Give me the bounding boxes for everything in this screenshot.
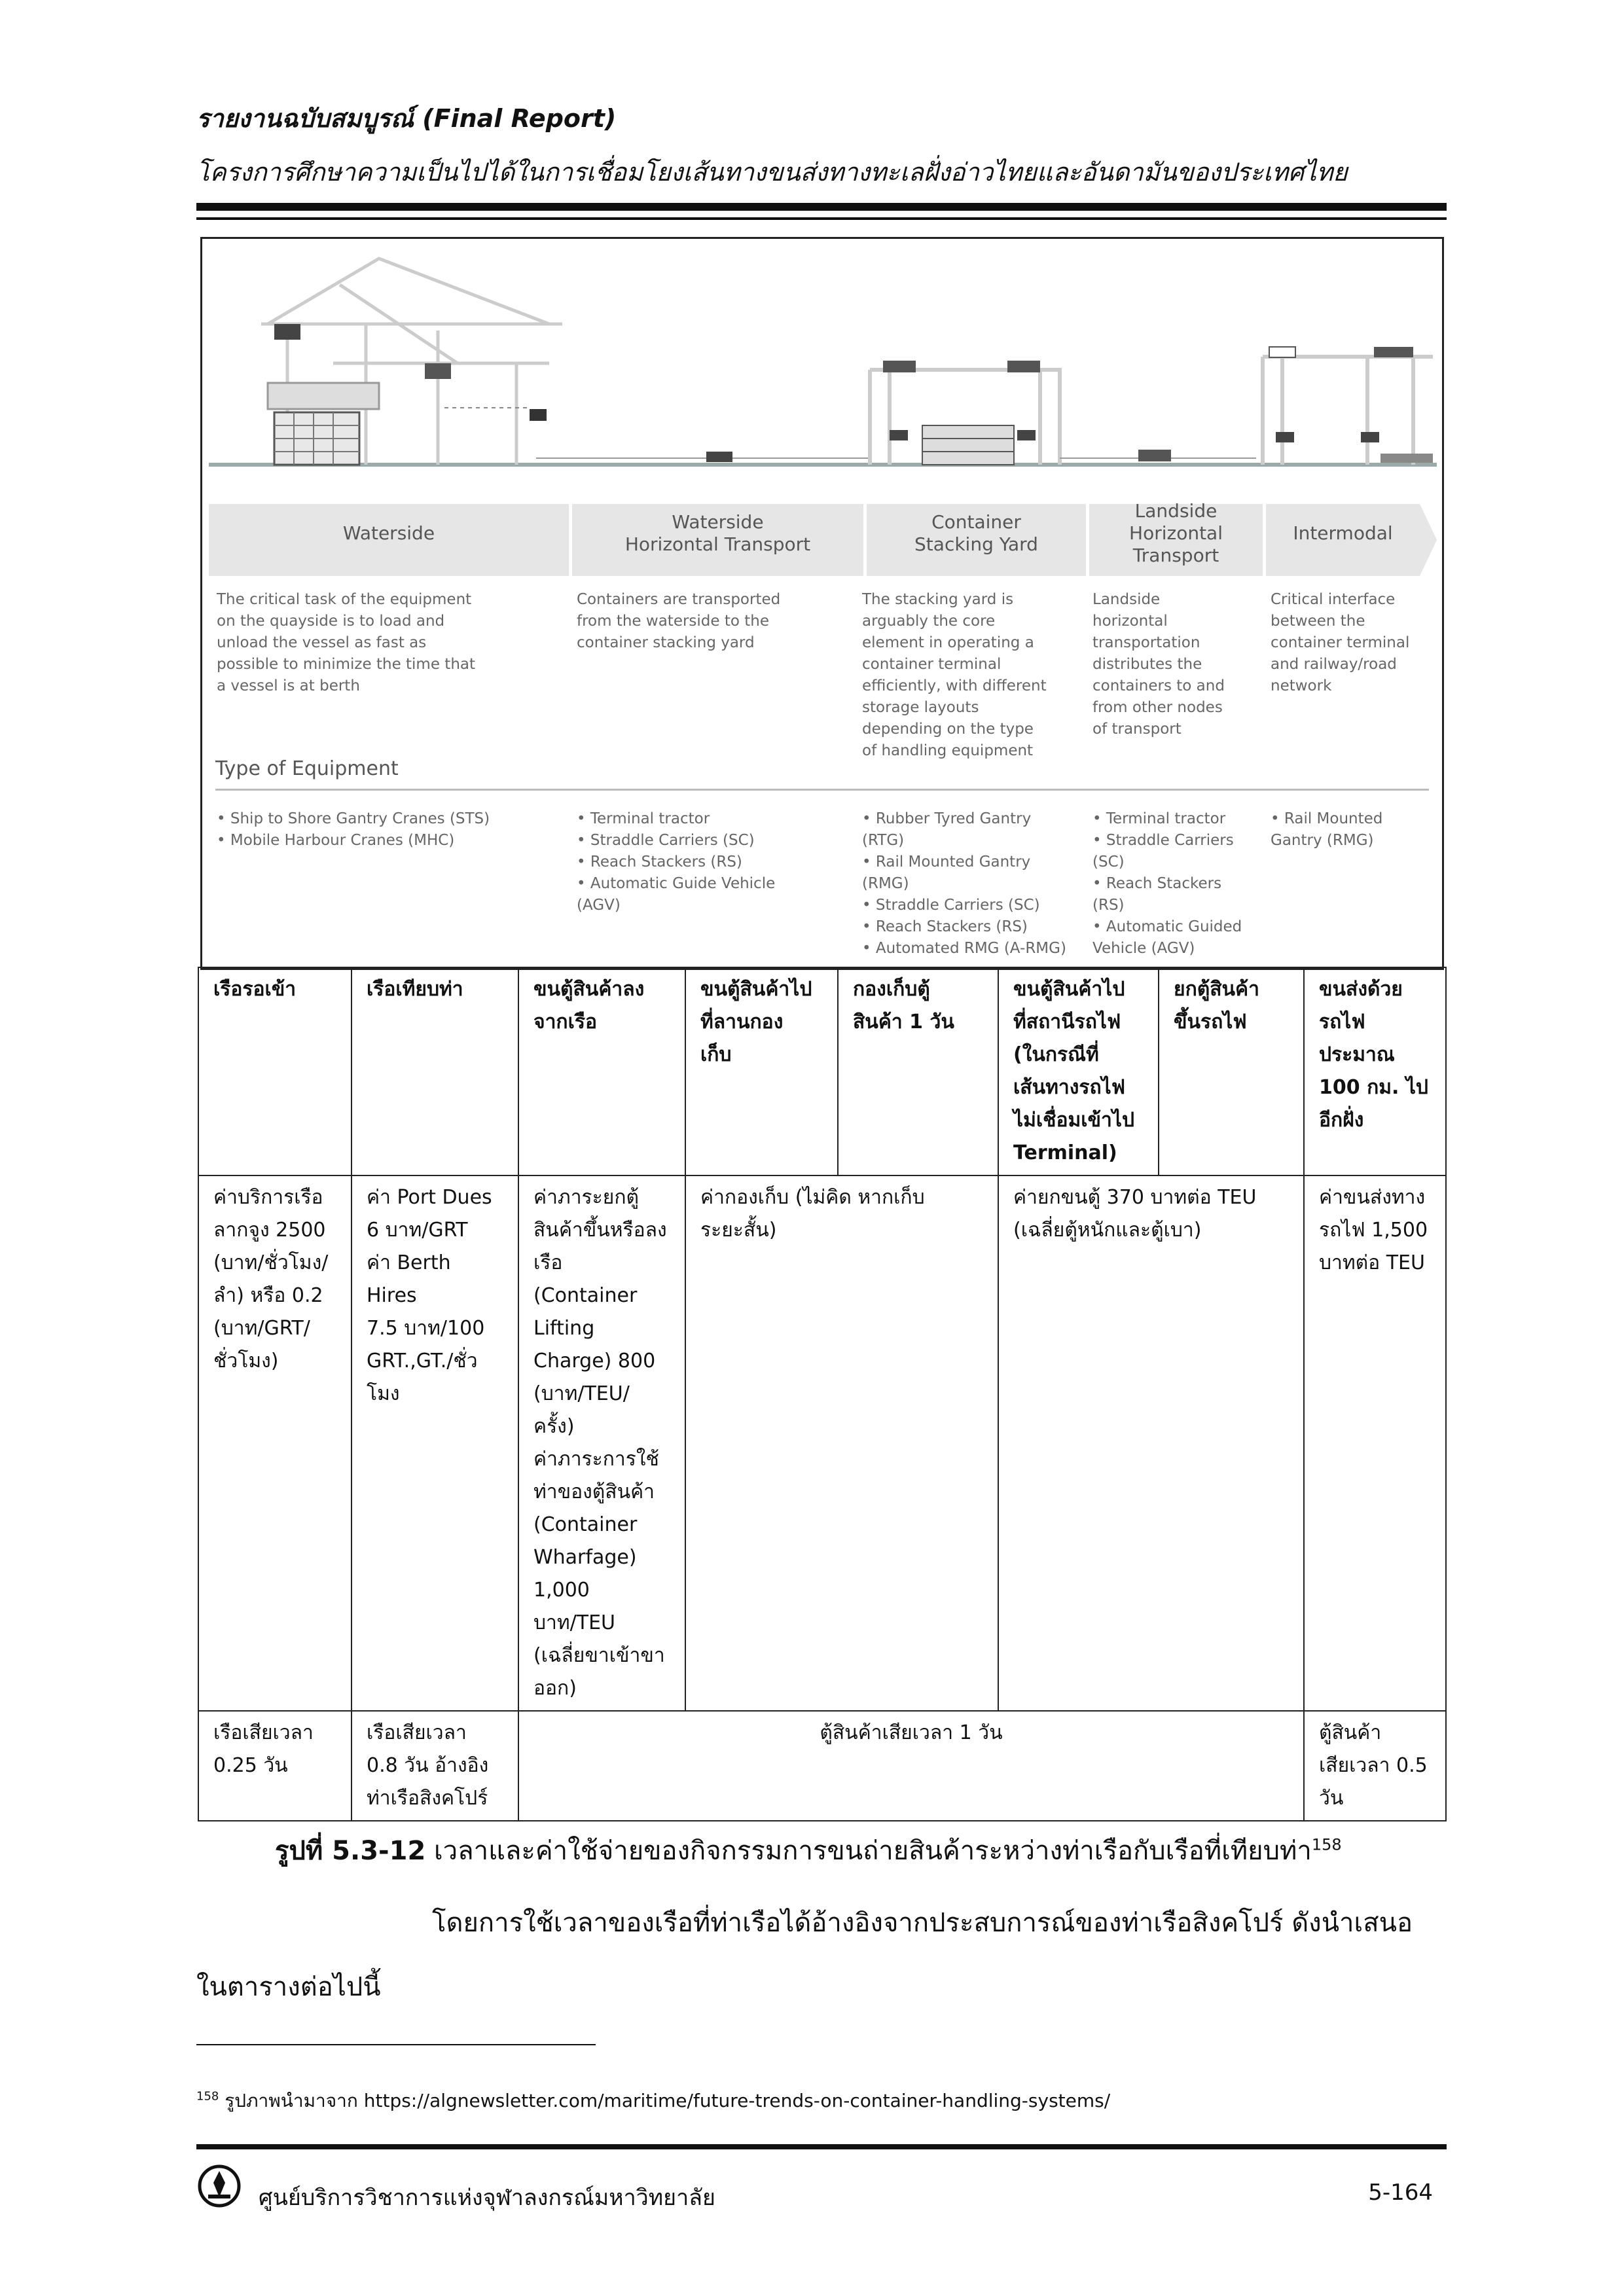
- report-title: รายงานฉบับสมบูรณ์ (Final Report): [196, 104, 617, 133]
- table-cell: ค่าภาระยกตู้ สินค้าขึ้นหรือลง เรือ (Container Lifting Charge) 800 (บาท/TEU/ ครั้ง) ค่าภาระการใช้ ท่าของตู้สินค้า (Container Wharfage) 1,000 บาท/TEU (เฉลี่ยขาเข้าขา ออก): [518, 1175, 685, 1711]
- caption-label: รูปที่ 5.3-12: [275, 1836, 426, 1866]
- header-cell: เรือเทียบท่า: [352, 967, 518, 1175]
- page-number: 5-164: [1368, 2179, 1433, 2206]
- body-paragraph-line1: โดยการใช้เวลาของเรือที่ท่าเรือได้อ้างอิงจากประสบการณ์ของท่าเรือสิงคโปร์ ดังนำเสนอ: [432, 1908, 1413, 1938]
- table-cell: ค่ากองเก็บ (ไม่คิด หากเก็บ ระยะสั้น): [685, 1175, 998, 1711]
- stage-desc-landside-horizontal: Landside horizontal transportation distributes the containers to and from other nodes of transport: [1092, 591, 1225, 738]
- stage-desc-waterside-horizontal: Containers are transported from the waterside to the container stacking yard: [577, 591, 781, 651]
- stage-label-waterside: Waterside: [342, 522, 435, 544]
- table-row-time: [198, 1711, 1446, 1821]
- table-cell: เรือเสียเวลา 0.25 วัน: [198, 1711, 352, 1821]
- table-cell: ค่า Port Dues 6 บาท/GRT ค่า Berth Hires 7.5 บาท/100 GRT.,GT./ชั่ว โมง: [352, 1175, 518, 1711]
- table-row-cost: [198, 1175, 1446, 1711]
- figure-caption: [275, 1829, 1342, 1871]
- table-cell: ค่าบริการเรือ ลากจูง 2500 (บาท/ชั่วโมง/ ลำ) หรือ 0.2 (บาท/GRT/ ชั่วโมง): [198, 1175, 352, 1711]
- header-rule: [196, 203, 1447, 211]
- footer-organization: ศูนย์บริการวิชาการแห่งจุฬาลงกรณ์มหาวิทยาลัย: [259, 2185, 715, 2211]
- footer-rule: [196, 2144, 1447, 2149]
- header-cell: ขนส่งด้วย รถไฟ ประมาณ 100 กม. ไป อีกฝั่ง: [1304, 967, 1446, 1175]
- equipment-waterside: • Ship to Shore Gantry Cranes (STS) • Mobile Harbour Cranes (MHC): [217, 810, 490, 849]
- footnote: [196, 2087, 1110, 2115]
- stage-label-landside-horizontal: Landside Horizontal Transport: [1129, 500, 1223, 566]
- table-cell: ตู้สินค้า เสียเวลา 0.5 วัน: [1304, 1711, 1446, 1821]
- stage-desc-stacking-yard: The stacking yard is arguably the core element in operating a container terminal efficiently, with different storage layouts depending on the type of handling equipment: [862, 591, 1047, 759]
- header-cell: ยกตู้สินค้า ขึ้นรถไฟ: [1159, 967, 1304, 1175]
- table-header-row: [198, 967, 1446, 1175]
- container-terminal-figure: [200, 237, 1444, 970]
- body-paragraph-line2: ในตารางต่อไปนี้: [196, 1972, 381, 2002]
- cost-time-table: [198, 967, 1447, 1821]
- header-cell: ขนตู้สินค้าไป ที่ลานกอง เก็บ: [685, 967, 838, 1175]
- header-cell: ขนตู้สินค้าลง จากเรือ: [518, 967, 685, 1175]
- table-cell: ค่าขนส่งทาง รถไฟ 1,500 บาทต่อ TEU: [1304, 1175, 1446, 1711]
- table-cell: เรือเสียเวลา 0.8 วัน อ้างอิง ท่าเรือสิงคโปร์: [352, 1711, 518, 1821]
- stage-label-intermodal: Intermodal: [1293, 522, 1393, 544]
- equipment-title: Type of Equipment: [215, 757, 399, 780]
- footnote-rule: [196, 2044, 596, 2045]
- caption-text: เวลาและค่าใช้จ่ายของกิจกรรมการขนถ่ายสินค้าระหว่างท่าเรือกับเรือที่เทียบท่า: [425, 1836, 1312, 1866]
- header-rule-thin: [196, 217, 1447, 220]
- footnote-number: 158: [196, 2089, 219, 2104]
- chula-logo-icon: [196, 2163, 242, 2209]
- equipment-divider: [215, 789, 1429, 791]
- equipment-landside-horizontal: • Terminal tractor • Straddle Carriers (SC) • Reach Stackers (RS) • Automatic Guided Vehicle (AGV): [1092, 810, 1242, 957]
- stage-desc-intermodal: Critical interface between the container terminal and railway/road network: [1271, 591, 1410, 694]
- caption-footnote-ref: 158: [1311, 1835, 1342, 1854]
- project-title: โครงการศึกษาความเป็นไปได้ในการเชื่อมโยงเส้นทางขนส่งทางทะเลฝั่งอ่าวไทยและอันดามันของประเทศไทย: [196, 158, 1348, 187]
- table-cell: ค่ายกขนตู้ 370 บาทต่อ TEU (เฉลี่ยตู้หนักและตู้เบา): [998, 1175, 1304, 1711]
- stage-label-waterside-horizontal: Waterside Horizontal Transport: [624, 511, 811, 555]
- equipment-intermodal: • Rail Mounted Gantry (RMG): [1271, 810, 1383, 849]
- header-cell: กองเก็บตู้ สินค้า 1 วัน: [838, 967, 998, 1175]
- header-cell: ขนตู้สินค้าไป ที่สถานีรถไฟ (ในกรณีที่ เส้นทางรถไฟ ไม่เชื่อมเข้าไป Terminal): [998, 967, 1159, 1175]
- table-cell: ตู้สินค้าเสียเวลา 1 วัน: [518, 1711, 1304, 1821]
- equipment-waterside-horizontal: • Terminal tractor • Straddle Carriers (SC) • Reach Stackers (RS) • Automatic Guide Vehicle (AGV): [577, 810, 776, 914]
- header-cell: เรือรอเข้า: [198, 967, 352, 1175]
- stage-label-stacking-yard: Container Stacking Yard: [914, 511, 1038, 555]
- footnote-text: รูปภาพนำมาจาก https://algnewsletter.com/maritime/future-trends-on-container-handling-systems/: [219, 2090, 1111, 2111]
- equipment-stacking-yard: • Rubber Tyred Gantry (RTG) • Rail Mounted Gantry (RMG) • Straddle Carriers (SC) • Reach Stackers (RS) • Automated RMG (A-RMG): [862, 810, 1066, 957]
- stage-desc-waterside: The critical task of the equipment on the quayside is to load and unload the vessel as fast as possible to minimize the time that a vessel is at berth: [217, 591, 476, 694]
